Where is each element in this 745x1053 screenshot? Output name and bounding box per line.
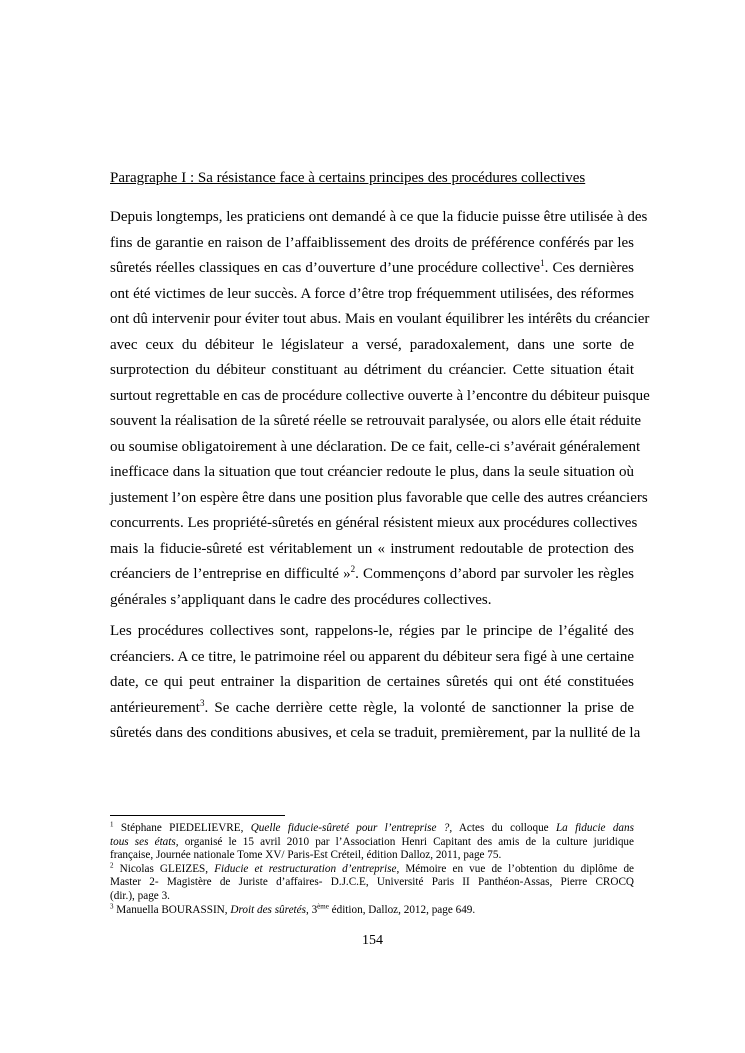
text-line: Les procédures collectives sont, rappelons-le, régies par le principe de l’égalité des [110,623,634,639]
text-line: ont dû intervenir pour éviter tout abus. Mais en voulant équilibrer les intérêts du créancier [110,311,650,327]
footnote-text: Actes du colloque [452,822,556,834]
text-line: date, ce qui peut entrainer la disparition de certaines sûretés qui ont été constituées [110,674,634,690]
text-line [110,562,634,588]
text-line: inefficace dans la situation que tout créancier redoute le plus, dans la seule situation où [110,464,634,480]
footnote-title: tous ses états, [110,835,179,848]
footnote-text: organisé le 15 avril 2010 par l’Association Henri Capitant des amis de la culture juridique [178,835,634,848]
text-line: ont été victimes de leur succès. A force d’être trop fréquemment utilisées, des réformes [110,285,634,302]
footnote-text: , Mémoire en vue de l’obtention du diplôme de [396,862,635,875]
footnote-3 [110,901,634,918]
paragraph-2 [110,619,641,747]
footnote-line: française, Journée nationale Tome XV/ Paris-Est Créteil, édition Dalloz, 2011, page 75. [110,849,502,862]
footnote-ref-3[interactable]: 3 [199,697,205,708]
text-line: créanciers. A ce titre, le patrimoine réel ou apparent du débiteur sera figé à une certaine [110,648,634,665]
section-heading: Paragraphe I : Sa résistance face à certains principes des procédures collectives [110,170,586,186]
text-line: sûretés dans des conditions abusives, et cela se traduit, premièrement, par la nullité de la [110,725,641,741]
text-segment: . Commençons d’abord par survoler les règles [355,566,634,582]
footnote-line [110,901,634,918]
footnote-text: Manuella BOURASSIN, [116,903,231,916]
text-segment: . Se cache derrière cette règle, la volonté de sanctionner la prise de [204,699,634,716]
footnote-number: 3 [110,901,114,910]
text-segment: sûretés réelles classiques en cas d’ouverture d’une procédure collective [110,260,541,276]
footnote-line [110,836,634,850]
text-segment: . Ces dernières [544,260,635,276]
footnote-ref-1[interactable]: 1 [540,258,545,268]
footnote-text: Nicolas GLEIZES, [119,862,215,875]
text-line: mais la fiducie-sûreté est véritablement un « instrument redoutable de protection des [110,540,634,557]
text-line: Depuis longtemps, les praticiens ont demandé à ce que la fiducie puisse être utilisée à des [110,209,648,225]
footnote-line: (dir.), page 3. [110,889,170,902]
text-line: surtout regrettable en cas de procédure collective ouverte à l’encontre du débiteur puisque [110,387,650,404]
text-line: ou soumise obligatoirement à une déclaration. De ce fait, celle-ci s’avérait généralement [110,438,641,455]
footnote-line [110,863,634,877]
page-number: 154 [362,933,383,948]
footnote-ref-2[interactable]: 2 [350,564,356,574]
text-line: fins de garantie en raison de l’affaiblissement des droits de préférence conférés par les [110,234,634,251]
footnotes [110,822,634,917]
text-segment: antérieurement [110,699,200,716]
text-line [110,696,634,722]
footnote-1 [110,822,634,863]
footnote-title: Fiducie et restructuration d’entreprise [214,862,397,875]
paragraph-1 [110,205,650,613]
text-line: justement l’on espère être dans une position plus favorable que celle des autres créanciers [110,489,648,506]
footnote-title: La fiducie dans [555,822,634,834]
footnote-title: Droit des sûretés, [230,903,309,916]
footnote-text: 3 [308,903,318,916]
footnote-text: Stéphane PIEDELIEVRE, [120,822,251,834]
footnote-separator [110,815,285,816]
footnote-number: 1 [110,820,114,829]
text-line: concurrents. Les propriété-sûretés en général résistent mieux aux procédures collectives [110,515,638,531]
footnote-line: Master 2- Magistère de Juriste d’affaires- D.J.C.E, Université Paris II Panthéon-Assas, Pierre CROCQ [110,876,634,889]
footnote-superscript: ème [317,901,329,910]
footnote-text: édition, Dalloz, 2012, page 649. [328,903,476,916]
text-line: avec ceux du débiteur le législateur a versé, paradoxalement, dans une sorte de [110,336,634,353]
text-line: souvent la réalisation de la sûreté réelle se retrouvait paralysée, ou alors elle était réduite [110,413,642,429]
text-line: surprotection du débiteur constituant au détriment du créancier. Cette situation était [110,362,634,378]
footnote-line [110,822,634,836]
footnote-number: 2 [110,861,114,870]
text-line [110,256,634,282]
text-line: générales s’appliquant dans le cadre des procédures collectives. [110,591,492,608]
footnote-2 [110,863,634,904]
text-segment: créanciers de l’entreprise en difficulté » [110,566,351,582]
footnote-title: Quelle fiducie-sûreté pour l’entreprise ?, [250,822,453,834]
